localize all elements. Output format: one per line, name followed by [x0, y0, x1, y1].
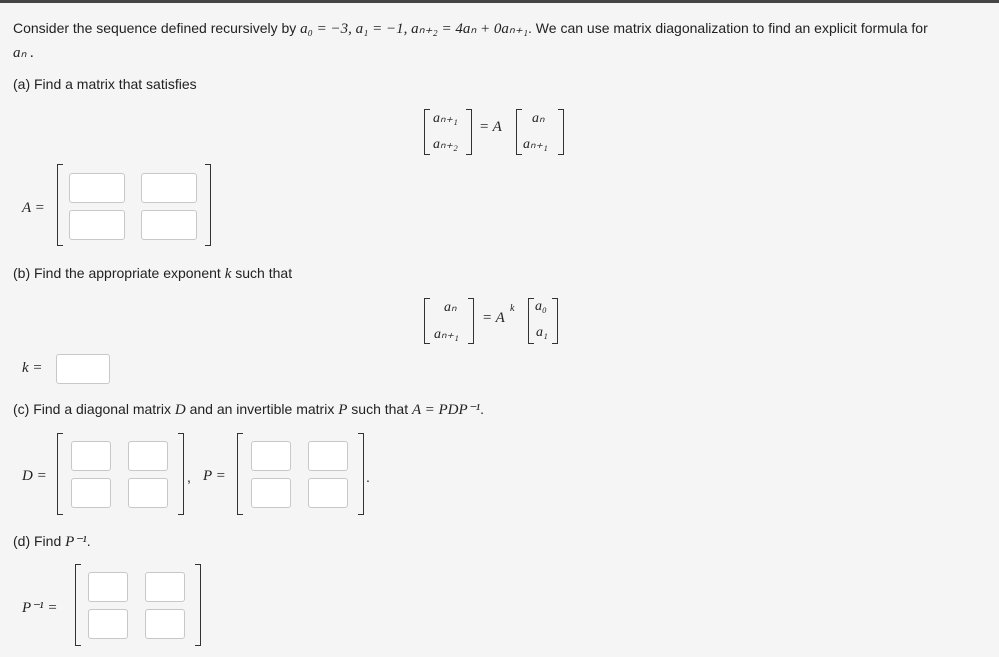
part-b-lhs-top: aₙ [444, 300, 457, 315]
matrix-p-input-21[interactable] [251, 478, 291, 508]
matrix-a-input-11[interactable] [69, 173, 125, 203]
matrix-p-end-period: . [366, 469, 370, 485]
matrix-pinv-bracket-left [75, 564, 81, 646]
matrix-p-label: P = [203, 468, 226, 484]
part-a-lhs-bot: aₙ₊₂ [433, 137, 458, 152]
matrix-d-input-21[interactable] [71, 478, 111, 508]
matrix-a-input-21[interactable] [69, 210, 125, 240]
matrix-d-bracket-right [178, 433, 184, 515]
part-a-lhs-top: aₙ₊₁ [433, 111, 458, 126]
matrix-d-bracket-left [57, 433, 63, 515]
matrix-p-input-22[interactable] [308, 478, 348, 508]
intro-an: aₙ . [13, 45, 34, 61]
intro-recurrence: a₀ = −3, a₁ = −1, aₙ₊₂ = 4aₙ + 0aₙ₊₁ [300, 21, 529, 37]
bracket-left [528, 298, 534, 344]
matrix-pinv-input-11[interactable] [88, 572, 128, 602]
bracket-right [558, 109, 564, 155]
part-c-label-text: (c) Find a diagonal matrix [13, 401, 171, 417]
part-c-p: P [338, 402, 348, 418]
matrix-a-bracket-left [57, 164, 63, 246]
k-label: k = [22, 360, 43, 376]
intro-tail: . We can use matrix diagonalization to find an explicit formula for [528, 20, 928, 36]
part-a-eq: = A [479, 119, 502, 135]
part-c-tail: such that [351, 401, 409, 417]
matrix-a-input-22[interactable] [141, 210, 197, 240]
intro-line [13, 19, 928, 38]
part-b-label-text: (b) Find the appropriate exponent [13, 265, 221, 281]
matrix-pinv-input-12[interactable] [145, 572, 185, 602]
bracket-right [466, 109, 472, 155]
matrix-d-input-12[interactable] [128, 441, 168, 471]
bracket-right [468, 298, 474, 344]
matrix-p-bracket-right [358, 433, 364, 515]
matrix-d-input-11[interactable] [71, 441, 111, 471]
part-c-formula: A = PDP⁻¹ [412, 402, 481, 418]
part-b-rhs-top: a₀ [535, 299, 547, 314]
part-c-mid: and an invertible matrix [189, 401, 335, 417]
bracket-left [424, 298, 430, 344]
matrix-comma: , [187, 469, 191, 485]
part-d-formula: P⁻¹ [65, 534, 87, 550]
matrix-pinv-input-22[interactable] [145, 609, 185, 639]
part-d-label [13, 532, 91, 551]
matrix-p-input-11[interactable] [251, 441, 291, 471]
part-c-period: . [480, 401, 484, 417]
bracket-right [552, 298, 558, 344]
matrix-p-bracket-left [237, 433, 243, 515]
part-b-var: k [224, 266, 232, 282]
part-d-period: . [86, 533, 91, 549]
part-a-label: (a) Find a matrix that satisfies [13, 76, 197, 92]
bracket-left [516, 109, 522, 155]
part-d-label-text: (d) Find [13, 533, 62, 549]
part-b-label-tail: such that [235, 265, 293, 281]
matrix-pinv-input-21[interactable] [88, 609, 128, 639]
part-c-d: D [174, 402, 186, 418]
part-a-rhs-bot: aₙ₊₁ [523, 137, 548, 152]
part-b-rhs-bot: a₁ [536, 325, 548, 340]
part-b-eq: = A [482, 310, 505, 326]
matrix-a-label: A = [22, 200, 45, 216]
matrix-pinv-bracket-right [195, 564, 201, 646]
part-c-label [13, 400, 484, 419]
matrix-a-input-12[interactable] [141, 173, 197, 203]
intro-lead: Consider the sequence defined recursively by [13, 20, 297, 36]
bracket-left [424, 109, 430, 155]
matrix-p-input-12[interactable] [308, 441, 348, 471]
k-input[interactable] [56, 354, 110, 384]
matrix-d-label: D = [22, 468, 47, 484]
part-b-lhs-bot: aₙ₊₁ [434, 327, 459, 342]
part-b-exp: k [510, 303, 515, 314]
matrix-d-input-22[interactable] [128, 478, 168, 508]
matrix-a-bracket-right [205, 164, 211, 246]
part-a-rhs-top: aₙ [532, 111, 545, 126]
matrix-pinv-label: P⁻¹ = [22, 600, 58, 616]
part-b-label [13, 265, 292, 283]
